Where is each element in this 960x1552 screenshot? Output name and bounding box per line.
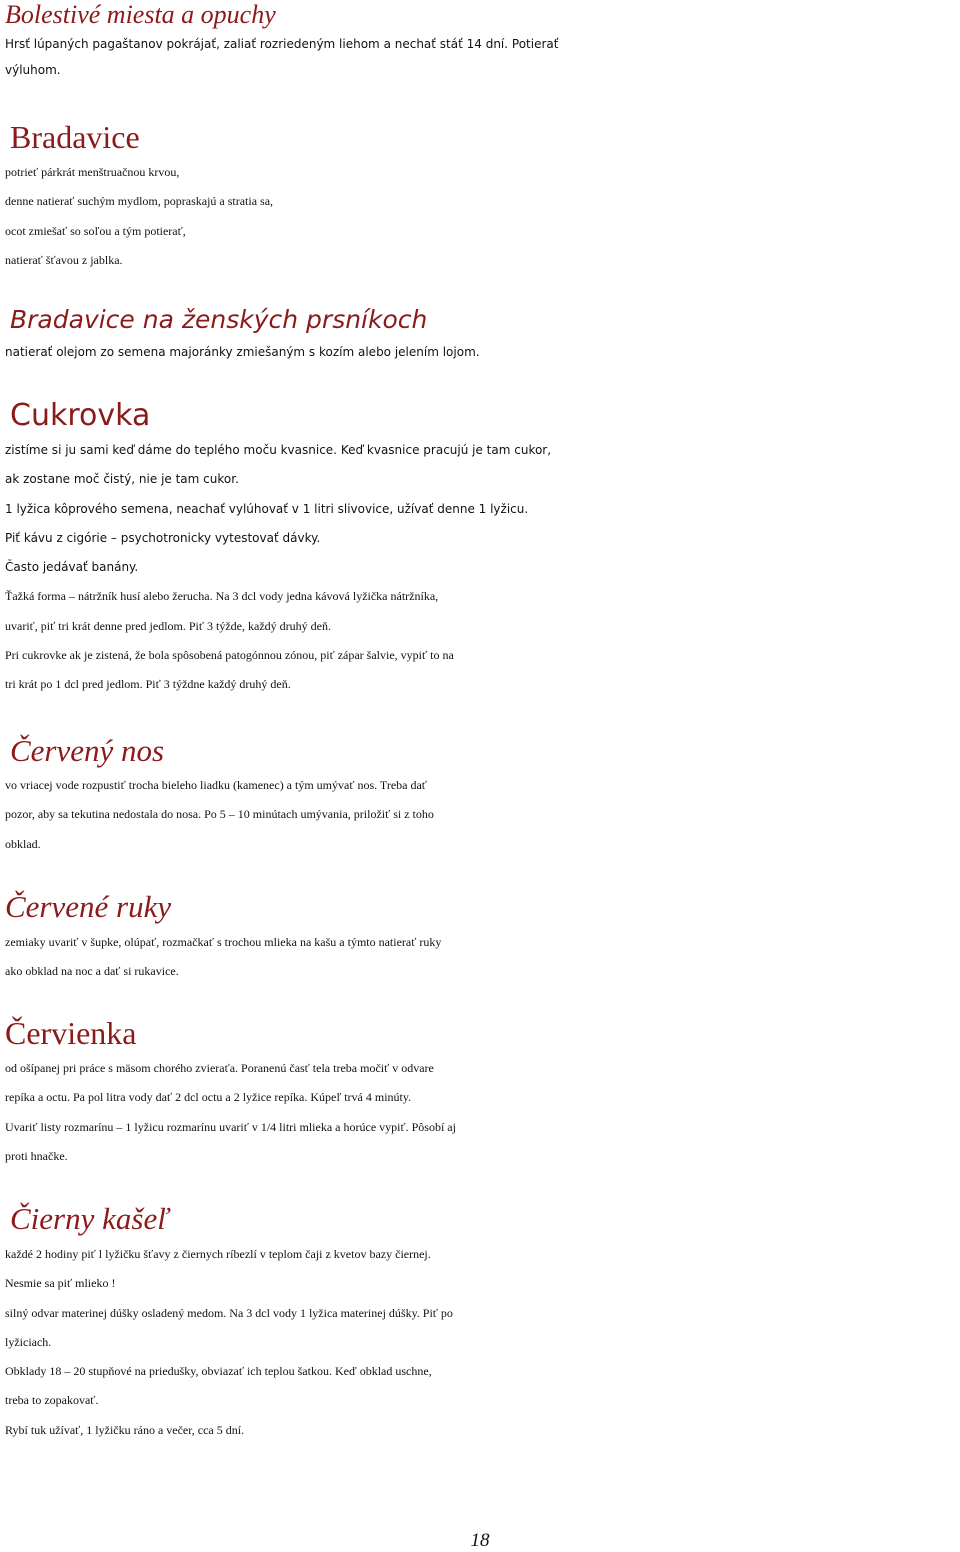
text-line: Často jedávať banány. xyxy=(5,560,139,575)
text-line: pozor, aby sa tekutina nedostala do nosa. Po 5 – 10 minútach umývania, priložiť si z toho xyxy=(5,807,434,822)
section-cukrovka xyxy=(5,396,960,700)
section-heading: Červený nos xyxy=(10,733,165,768)
section-cervene-ruky xyxy=(5,886,960,987)
text-line: ako obklad na noc a dať si rukavice. xyxy=(5,964,179,979)
text-line: uvariť, piť tri krát denne pred jedlom. Piť 3 týžde, každý druhý deň. xyxy=(5,618,331,633)
text-line: Piť kávu z cigórie – psychotronicky vytestovať dávky. xyxy=(5,530,321,545)
section-heading: Cukrovka xyxy=(10,398,151,433)
text-line: natierať šťavou z jablka. xyxy=(5,252,123,267)
text-line: zistíme si ju sami keď dáme do teplého moču kvasnice. Keď kvasnice pracujú je tam cukor, xyxy=(5,443,552,457)
section-heading: Červené ruky xyxy=(5,889,172,924)
text-line: repíka a octu. Pa pol litra vody dať 2 dcl octu a 2 lyžice repíka. Kúpeľ trvá 4 minúty. xyxy=(5,1090,412,1105)
text-line: Nesmie sa piť mlieko ! xyxy=(5,1276,116,1291)
text-line: Obklady 18 – 20 stupňové na priedušky, obviazať ich teplou šatkou. Keď obklad uschne, xyxy=(5,1364,432,1379)
text-line: lyžiciach. xyxy=(5,1334,52,1349)
section-bradavice xyxy=(5,116,960,275)
section-heading: Červienka xyxy=(5,1015,137,1051)
text-line: výluhom. xyxy=(5,63,61,78)
page-number: 18 xyxy=(470,1530,490,1551)
section-heading: Bradavice na ženských prsníkoch xyxy=(10,305,428,334)
text-line: 1 lyžica kôprového semena, neachať vylúhovať v 1 litri slivovice, užívať denne 1 lyžicu. xyxy=(5,501,529,516)
section-heading: Bolestivé miesta a opuchy xyxy=(5,0,276,29)
text-line: od ošípanej pri práce s mäsom chorého zvieraťa. Poranenú časť tela treba močiť v odvare xyxy=(5,1061,434,1075)
text-line: Ťažká forma – nátržník husí alebo žerucha. Na 3 dcl vody jedna kávová lyžička nátržníka, xyxy=(5,589,439,604)
text-line: zemiaky uvariť v šupke, olúpať, rozmačkať s trochou mlieka na kašu a týmto natierať ruky xyxy=(5,935,442,949)
section-cierny-kasel xyxy=(5,1198,960,1445)
text-line: tri krát po 1 dcl pred jedlom. Piť 3 týždne každý druhý deň. xyxy=(5,677,291,692)
section-cerveny-nos xyxy=(5,731,960,859)
text-line: ocot zmiešať so soľou a tým potierať, xyxy=(5,223,186,238)
section-bolestive-miesta xyxy=(5,0,960,86)
text-line: proti hnačke. xyxy=(5,1148,68,1163)
text-line: obklad. xyxy=(5,836,41,851)
text-line: Uvariť listy rozmarínu – 1 lyžicu rozmarínu uvariť v 1/4 litri mlieka a horúce vypiť. Pôsobí aj xyxy=(5,1119,456,1134)
text-line: Hrsť lúpaných pagaštanov pokrájať, zaliať rozriedeným liehom a nechať stáť 14 dní. Potierať xyxy=(5,37,559,51)
section-heading: Čierny kašeľ xyxy=(10,1201,169,1236)
text-line: Pri cukrovke ak je zistená, že bola spôsobená patogónnou zónou, piť zápar šalvie, vypiť to na xyxy=(5,648,454,663)
text-line: denne natierať suchým mydlom, popraskajú a stratia sa, xyxy=(5,194,274,209)
section-bradavice-prsniky xyxy=(5,302,960,367)
text-line: natierať olejom zo semena majoránky zmiešaným s kozím alebo jelením lojom. xyxy=(5,345,480,359)
text-line: každé 2 hodiny piť l lyžičku šťavy z čiernych ríbezlí v teplom čaji z kvetov bazy čiernej. xyxy=(5,1247,431,1261)
text-line: ak zostane moč čistý, nie je tam cukor. xyxy=(5,472,239,487)
section-heading: Bradavice xyxy=(10,119,140,155)
text-line: Rybí tuk užívať, 1 lyžičku ráno a večer, cca 5 dní. xyxy=(5,1422,245,1437)
text-line: vo vriacej vode rozpustiť trocha bieleho liadku (kamenec) a tým umývať nos. Treba dať xyxy=(5,778,427,792)
text-line: treba to zopakovať. xyxy=(5,1393,99,1408)
text-line: potrieť párkrát menštruačnou krvou, xyxy=(5,165,180,179)
section-cervienka xyxy=(5,1012,960,1171)
text-line: silný odvar materinej dúšky osladený medom. Na 3 dcl vody 1 lyžica materinej dúšky. Piť po xyxy=(5,1305,453,1320)
